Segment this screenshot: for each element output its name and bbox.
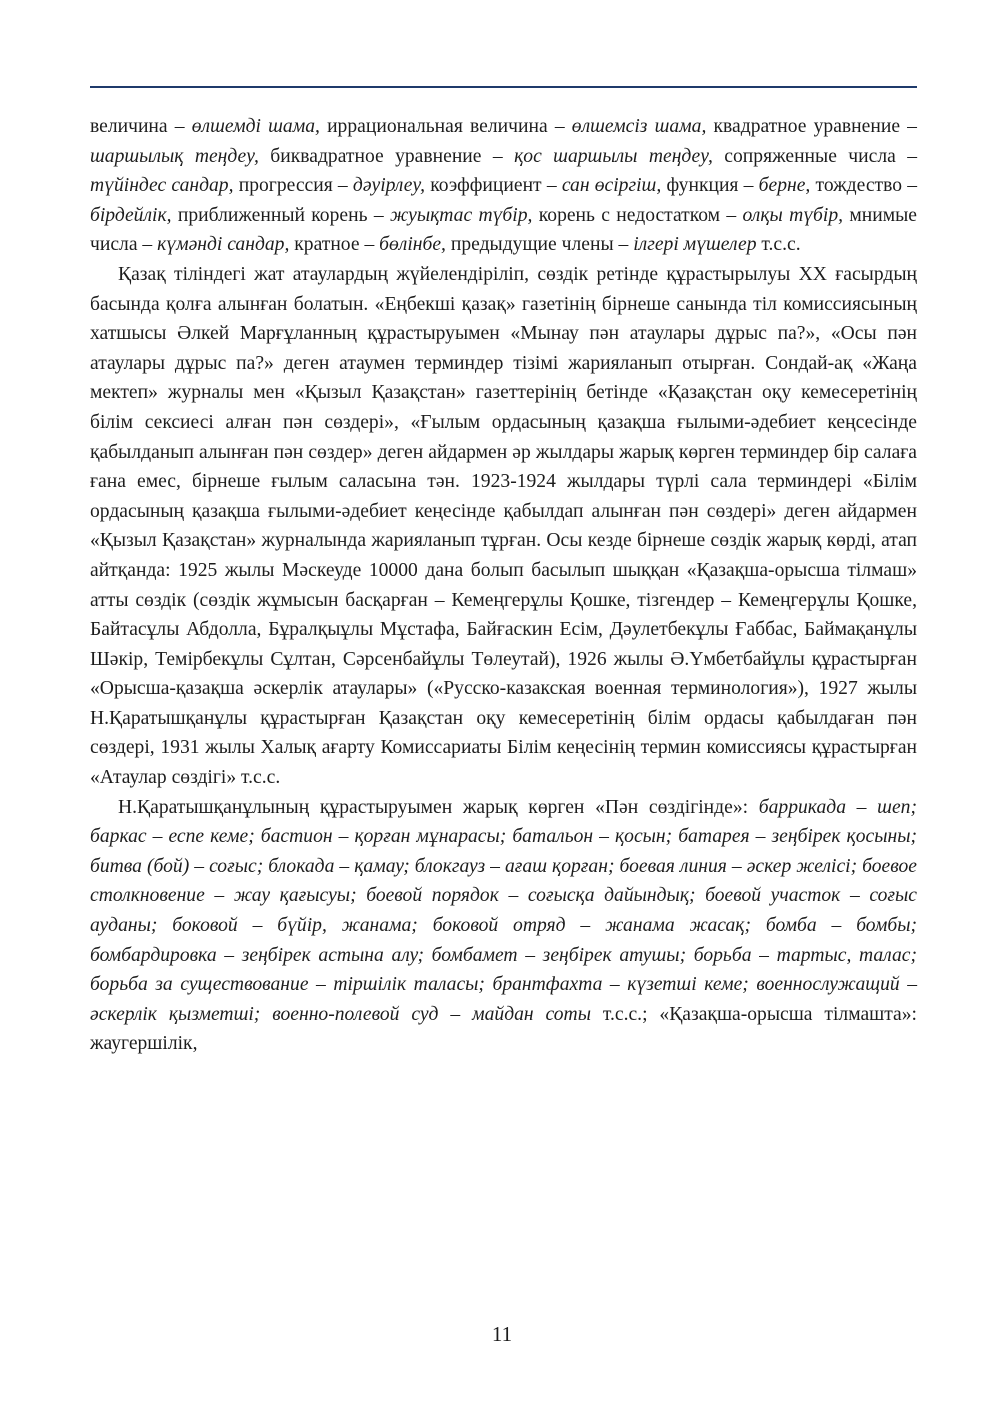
italic-term: күмәнді сандар, — [157, 234, 290, 256]
text-run: кратное – — [289, 234, 380, 256]
italic-term: баррикада – шеп; баркас – еспе кеме; бастион – қорған мұнарасы; батальон – қосын; батарея – зеңбірек қосыны; битва (бой) – соғыс; блокада – қамау; блокгауз – ағаш қорған; боевая линия – әскер желісі; боевое столкновение – жау қағысуы; боевой порядок – соғысқа дайындық; боевой участок – соғыс ауданы; боковой – бүйір, жанама; боковой отряд – жанама жасақ; бомба – бомбы; бомбардировка – зеңбірек астына алу; бомбамет – зеңбірек атушы; борьба – тартыс, талас; борьба за существование – тіршілік таласы; брантфахта – күзетші кеме; военнослужащий – әскерлік қызметші; военно-полевой суд – майдан соты — [90, 796, 917, 1025]
page-number: 11 — [491, 1322, 513, 1346]
text-run: предыдущие члены – — [445, 234, 634, 256]
italic-term: берне, — [758, 175, 811, 197]
text-run: т.с.с.; «Қазақша-орысша тілмашта»: жаугершілік, — [90, 1003, 917, 1055]
text-run: сопряженные числа – — [712, 145, 918, 167]
italic-term: дәуірлеу, — [352, 175, 426, 197]
italic-term: өлшемсіз шама, — [571, 116, 707, 137]
text-run: Қазақ тіліндегі жат атаулардың жүйелендіріліп, сөздік ретінде құрастырылуы ХХ ғасырдың басында қолға алынған болатын. «Еңбекші қазақ» газетінің бірнеше санында тіл комиссиясының хатшысы Әлкей Марғұланның құрастыруымен «Мынау пән атаулары дұрыс па?», «Осы пән атаулары дұрыс па?» деген атаумен терминдер тізімі жарияланып отырған. Сондай-ақ «Жаңа мектеп» журналы мен «Қызыл Қазақстан» газеттерінің бетінде «Қазақстан оқу кемесеретінің білім сексиесі алған пән сөздері», «Ғылым ордасының қазақша ғылыми-әдебиет кеңсесінде қабылданып алынған пән сөздер» деген айдармен әр жылдары жарық көрген терминдер бір салаға ғана емес, бірнеше ғылым саласына тән. 1923-1924 жылдары түрлі сала терминдері «Білім ордасының қазақша ғылыми-әдебиет кеңесінде қабылдап алынған пән сөздері» деген айдармен «Қызыл Қазақстан» журналында жарияланып тұрған. Осы кезде бірнеше сөздік жарық көрді, атап айтқанда: 1925 жылы Мәскеуде 10000 дана болып басылып шыққан «Қазақша-орысша тілмаш» атты сөздік (сөздік жұмысын басқарған – Кемеңгерұлы Қошке, тізгендер – Кемеңгерұлы Қошке, Байтасұлы Абдолла, Бұралқыұлы Мұстафа, Байғаскин Есім, Дәулетбекұлы Ғаббас, Баймақанұлы Шәкір, Темірбекұлы Сұлтан, Сәрсенбайұлы Төлеутай), 1926 жылы Ә.Үмбетбайұлы құрастырған «Орысша-қазақша әскерлік атаулары» («Русско-казакская военная терминология»), 1927 жылы Н.Қаратышқанұлы құрастырған Қазақстан оқу кемесеретінің білім ордасы қабылдаған пән сөздері, 1931 жылы Халық ағарту Комиссариаты Білім кеңесінің термин комиссиясы құрастырған «Атаулар сөздігі» т.с.с. — [90, 263, 917, 789]
paragraph — [90, 793, 917, 1059]
text-run: мнимые числа – — [90, 204, 917, 256]
text-run: функция – — [661, 175, 759, 197]
body-text — [90, 112, 917, 1059]
text-run: Н.Қаратышқанұлының құрастыруымен жарық көрген «Пән сөздігінде»: — [118, 796, 759, 818]
text-run: прогрессия – — [233, 175, 353, 197]
text-run: т.с.с. — [756, 234, 801, 256]
text-run: иррациональная величина – — [319, 116, 572, 137]
italic-term: жуықтас түбір, — [389, 204, 533, 226]
text-run: биквадратное уравнение – — [258, 145, 515, 167]
text-run: приближенный корень – — [171, 204, 390, 226]
italic-term: ілгері мүшелер — [633, 234, 757, 256]
paragraph — [90, 112, 917, 260]
italic-term: бөлінбе, — [379, 234, 446, 256]
text-run: тождество – — [810, 175, 918, 197]
text-run: корень с недостатком – — [532, 204, 743, 226]
italic-term: бірдейлік, — [90, 204, 172, 226]
text-run: коэффициент – — [425, 175, 562, 197]
italic-term: сан өсіргіш, — [561, 175, 662, 197]
italic-term: түйіндес сандар, — [90, 175, 234, 197]
text-run: квадратное уравнение – — [706, 116, 917, 137]
italic-term: қос шаршылы теңдеу, — [514, 145, 713, 167]
text-run: величина – — [90, 116, 192, 137]
italic-term: шаршылық теңдеу, — [90, 145, 259, 167]
paragraph — [90, 260, 917, 793]
italic-term: өлшемді шама, — [191, 116, 320, 137]
italic-term: олқы түбір, — [742, 204, 844, 226]
header-rule — [90, 86, 917, 88]
